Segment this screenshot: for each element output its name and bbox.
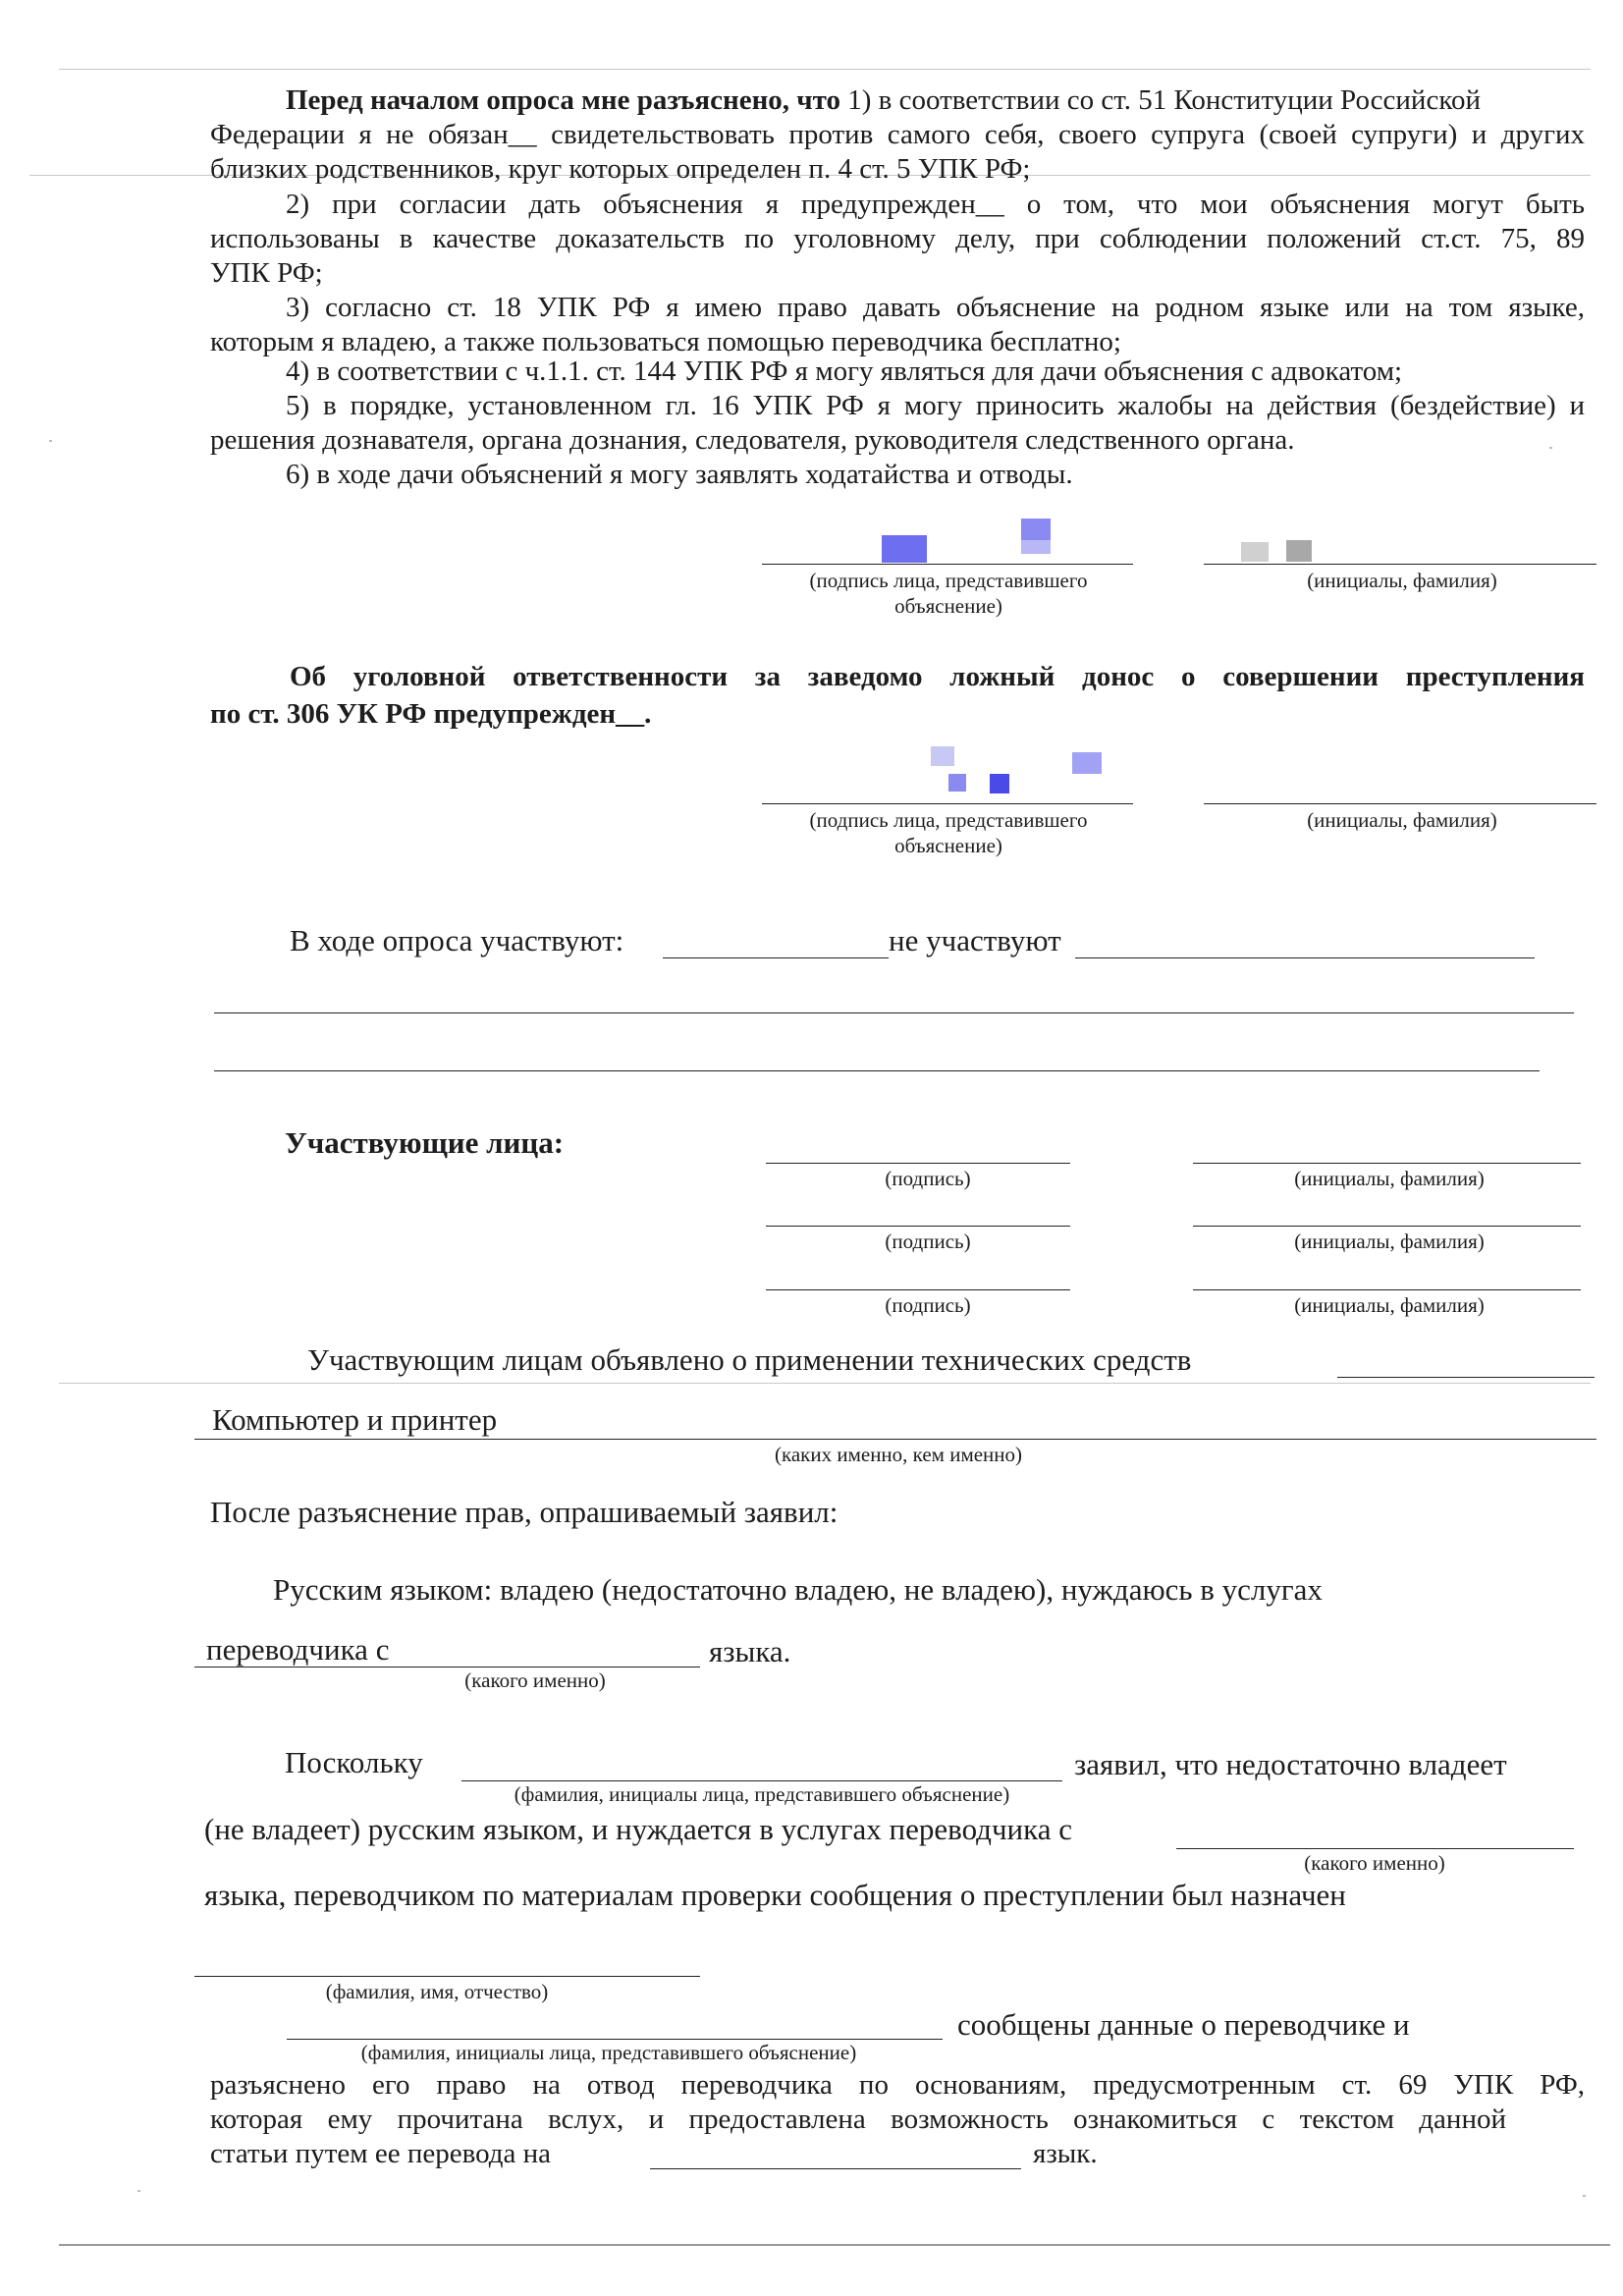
since-line-5: разъяснено его право на отвод переводчика по основаниям, предусмотренным ст. 69 УПК РФ, bbox=[210, 2069, 1585, 2101]
since-word: Поскольку bbox=[285, 1745, 423, 1779]
participant-signature-line bbox=[766, 1226, 1070, 1227]
tech-means-text: Участвующим лицам объявлено о применении технических средств bbox=[307, 1342, 1192, 1377]
scan-edge bbox=[59, 69, 1591, 70]
redacted-signature bbox=[1021, 540, 1051, 554]
signature-line bbox=[762, 803, 1133, 804]
not-participate-label: не участвуют bbox=[889, 923, 1061, 957]
redacted-signature bbox=[1072, 752, 1102, 774]
blank-line bbox=[214, 1070, 1540, 1071]
signature-caption: (подпись лица, представившего объяснение) bbox=[809, 569, 1088, 618]
scan-speck bbox=[49, 440, 52, 442]
participant-signature-caption: (подпись) bbox=[885, 1167, 971, 1190]
rights-item-4: 4) в соответствии с ч.1.1. ст. 144 УПК РФ я могу являться для дачи объяснения с адвокатом; bbox=[286, 355, 1403, 387]
tech-means-field bbox=[1337, 1377, 1595, 1378]
scan-speck bbox=[1549, 447, 1552, 449]
rights-item-3-line-2: которым я владею, а также пользоваться помощью переводчика бесплатно; bbox=[210, 326, 1121, 357]
translator-suffix: языка. bbox=[709, 1634, 791, 1668]
rights-item-2-line-2: использованы в качестве доказательств по уголовному делу, при соблюдении положений ст.ст. 75, 89 bbox=[210, 223, 1585, 254]
initials-line bbox=[1204, 803, 1596, 804]
redacted-signature bbox=[948, 774, 966, 792]
participant-initials-line bbox=[1193, 1289, 1581, 1290]
participant-signature-caption: (подпись) bbox=[885, 1293, 971, 1317]
rights-intro: Перед началом опроса мне разъяснено, что bbox=[286, 84, 841, 116]
which-language-field bbox=[1176, 1848, 1574, 1849]
redacted-initials bbox=[1286, 540, 1312, 562]
which-language-caption: (какого именно) bbox=[1304, 1851, 1445, 1875]
tech-means-caption: (каких именно, кем именно) bbox=[774, 1443, 1023, 1466]
participant-signature-line bbox=[766, 1163, 1070, 1164]
since-line-3: языка, переводчиком по материалам проверки сообщения о преступлении был назначен bbox=[204, 1878, 1346, 1912]
rights-item-3: 3) согласно ст. 18 УПК РФ я имею право давать объяснение на родном языке или на том языке, bbox=[286, 292, 1585, 323]
rights-item-1-start: 1) в соответствии со ст. 51 Конституции Российской bbox=[847, 84, 1481, 116]
participant-signature-line bbox=[766, 1289, 1070, 1290]
warning-line-2: по ст. 306 УК РФ предупрежден__. bbox=[210, 698, 652, 730]
person-caption-2: (фамилия, инициалы лица, представившего объяснение) bbox=[360, 2041, 857, 2064]
signature-caption: (подпись лица, представившего объяснение) bbox=[809, 808, 1088, 857]
not-participate-field bbox=[1075, 957, 1535, 958]
participant-signature-caption: (подпись) bbox=[885, 1230, 971, 1253]
participant-initials-line bbox=[1193, 1163, 1581, 1164]
scan-speck bbox=[1583, 2195, 1586, 2197]
signature-line bbox=[762, 564, 1133, 565]
rights-line-1 bbox=[286, 83, 1481, 118]
rights-item-5: 5) в порядке, установленном гл. 16 УПК РФ я могу приносить жалобы на действия (бездействие) и bbox=[286, 390, 1585, 421]
warning-line-1: Об уголовной ответственности за заведомо ложный донос о совершении преступления bbox=[290, 661, 1585, 692]
rights-item-2-line-3: УПК РФ; bbox=[210, 257, 323, 289]
language-caption: (какого именно) bbox=[464, 1668, 606, 1692]
translator-fio-field bbox=[194, 1976, 700, 1977]
participant-initials-caption: (инициалы, фамилия) bbox=[1294, 1293, 1485, 1317]
rights-line-3: близких родственников, круг которых определен п. 4 ст. 5 УПК РФ; bbox=[210, 153, 1031, 185]
since-line-7-suffix: язык. bbox=[1033, 2138, 1098, 2169]
participant-initials-caption: (инициалы, фамилия) bbox=[1294, 1230, 1485, 1253]
participant-initials-line bbox=[1193, 1226, 1581, 1227]
initials-caption: (инициалы, фамилия) bbox=[1307, 569, 1497, 592]
rights-item-2: 2) при согласии дать объяснения я предупрежден__ о том, что мои объяснения могут быть bbox=[286, 189, 1585, 220]
redacted-signature bbox=[882, 535, 927, 563]
blank-line bbox=[214, 1012, 1574, 1013]
initials-caption: (инициалы, фамилия) bbox=[1307, 808, 1497, 832]
initials-line bbox=[1204, 564, 1596, 565]
since-line-6: которая ему прочитана вслух, и предоставлена возможность ознакомиться с текстом данной bbox=[210, 2104, 1506, 2135]
tech-means-value: Компьютер и принтер bbox=[212, 1402, 498, 1437]
declared-text: заявил, что недостаточно владеет bbox=[1074, 1747, 1507, 1781]
since-line-7-prefix: статьи путем ее перевода на bbox=[210, 2138, 552, 2169]
rights-line-2: Федерации я не обязан__ свидетельствовать против самого себя, своего супруга (своей супруги) и других bbox=[210, 119, 1585, 150]
translator-prefix: переводчика с bbox=[206, 1632, 390, 1667]
scan-bottom-edge bbox=[59, 2244, 1610, 2246]
fio-caption: (фамилия, имя, отчество) bbox=[325, 1980, 549, 2003]
scan-speck bbox=[137, 2190, 140, 2192]
language-line: Русским языком: владею (недостаточно владею, не владею), нуждаюсь в услугах bbox=[273, 1572, 1323, 1607]
participate-field bbox=[663, 957, 889, 958]
translation-language-field bbox=[650, 2168, 1021, 2169]
participant-initials-caption: (инициалы, фамилия) bbox=[1294, 1167, 1485, 1190]
redacted-signature bbox=[1021, 519, 1051, 540]
rights-item-5-line-2: решения дознавателя, органа дознания, следователя, руководителя следственного органа. bbox=[210, 424, 1295, 456]
redacted-initials bbox=[1241, 542, 1269, 562]
participants-label: Участвующие лица: bbox=[285, 1125, 565, 1160]
redacted-signature bbox=[990, 774, 1009, 793]
redacted-signature bbox=[931, 746, 954, 766]
informed-text: сообщены данные о переводчике и bbox=[957, 2007, 1410, 2042]
since-line-2: (не владеет) русским языком, и нуждается в услугах переводчика с bbox=[204, 1812, 1072, 1846]
tech-means-value-line bbox=[194, 1439, 1596, 1440]
participate-label: В ходе опроса участвуют: bbox=[290, 923, 624, 957]
scan-edge bbox=[59, 1383, 1591, 1384]
rights-item-6: 6) в ходе дачи объяснений я могу заявлять ходатайства и отводы. bbox=[286, 459, 1073, 490]
statement-text: После разъяснение прав, опрашиваемый заявил: bbox=[210, 1495, 839, 1529]
person-caption: (фамилия, инициалы лица, представившего объяснение) bbox=[514, 1782, 1010, 1806]
